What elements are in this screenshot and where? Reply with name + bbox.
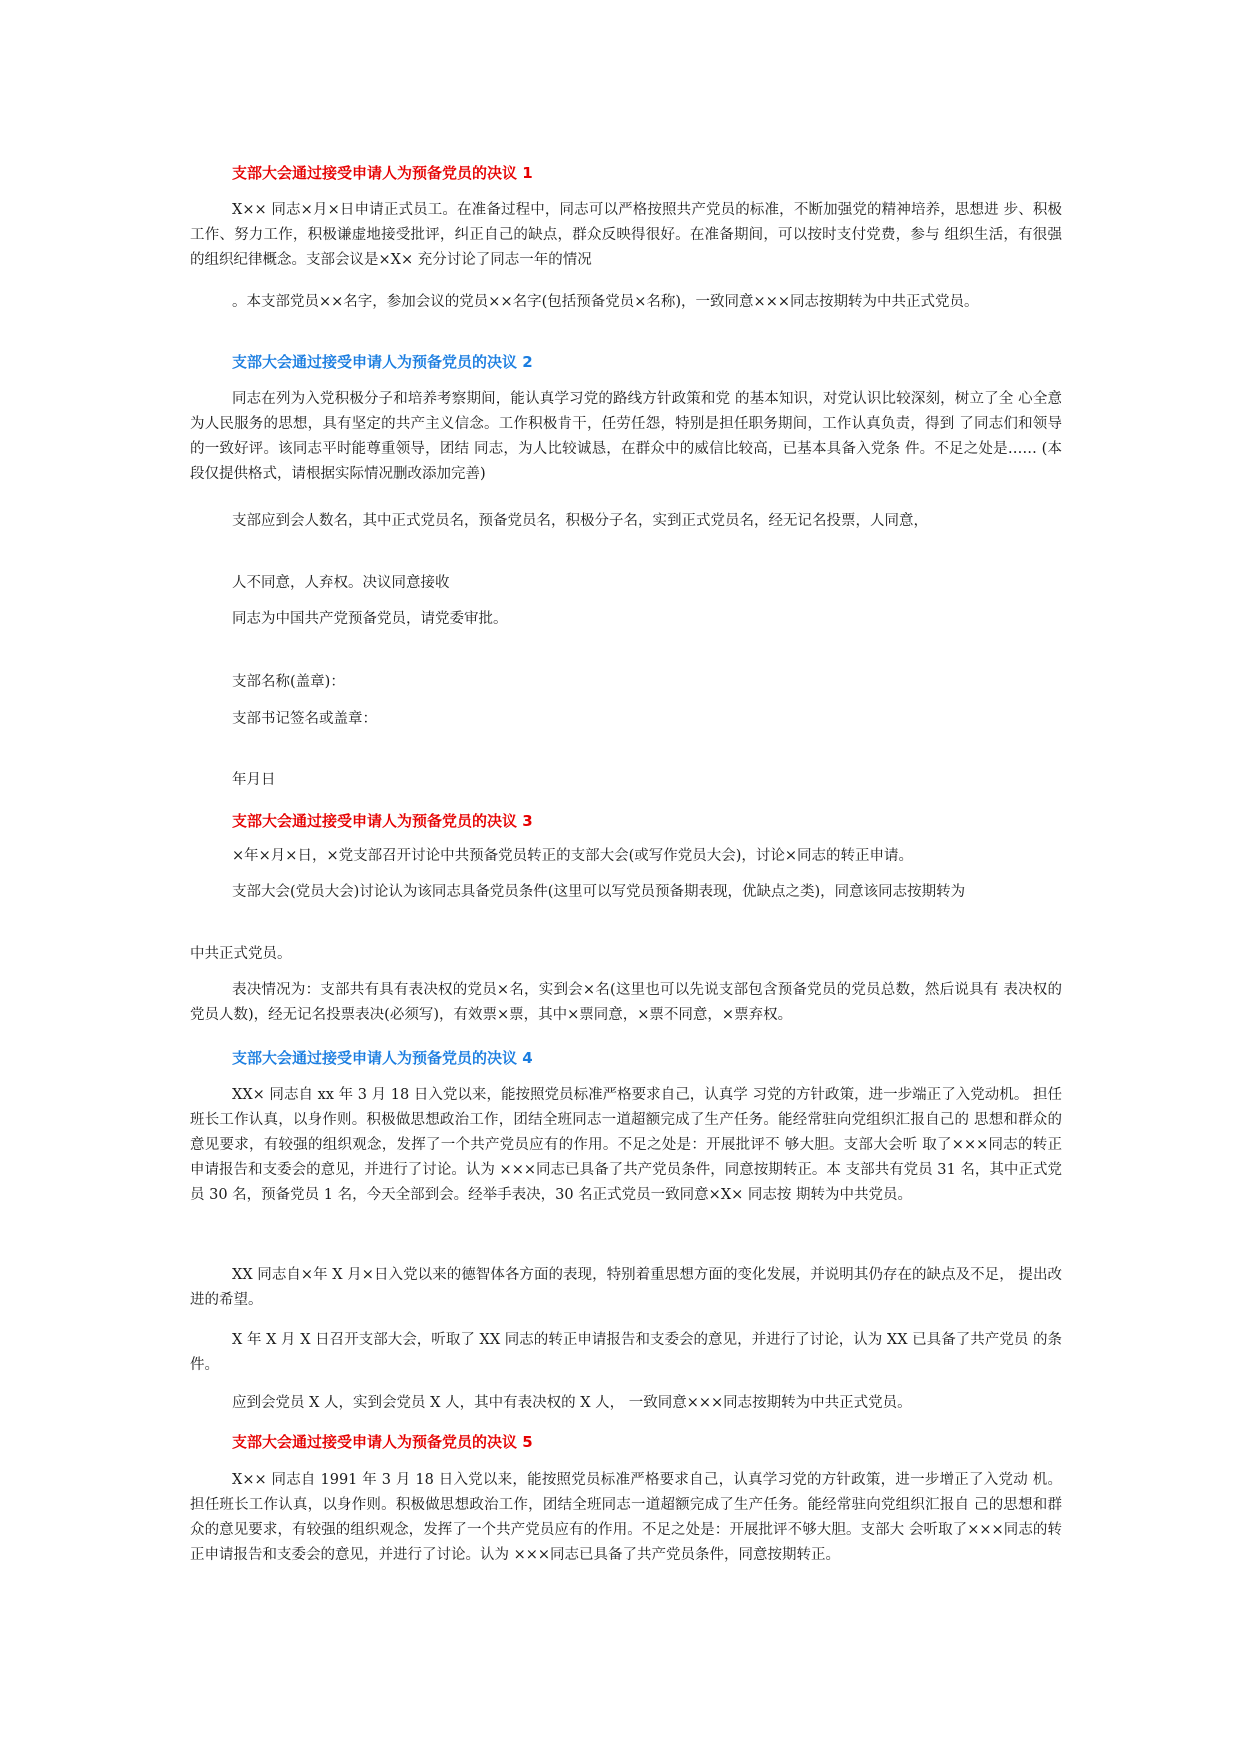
secretary-signature-label: 支部书记签名或盖章： bbox=[232, 711, 377, 727]
section-2-paragraph-2: 支部应到会人数名，其中正式党员名，预备党员名，积极分子名，实到正式党员名，经无记名投票，人同意， bbox=[232, 513, 928, 529]
branch-name-seal-label: 支部名称(盖章)： bbox=[232, 674, 345, 690]
section-1-paragraph-1: X×× 同志×月×日申请正式员工。在准备过程中，同志可以严格按照共产党员的标准，不断加强党的精神培养，思想进 步、积极工作、努力工作，积极谦虚地接受批评，纠正自己的缺点，群众反映得很好。在准备期间，可以按时支付党费，参与 组织生活，有很强的组织纪律概念。支部会议是×X× 充分讨论了同志一年的情况 bbox=[190, 202, 1062, 268]
section-3-paragraph-4: 表决情况为：支部共有具有表决权的党员×名，实到会×名(这里也可以先说支部包含预备党员的党员总数，然后说具有 表决权的党员人数)，经无记名投票表决(必须写)，有效票×票，其中×票同意，×票不同意，×票弃权。 bbox=[190, 982, 1062, 1023]
section-2-paragraph-1: 同志在列为入党积极分子和培养考察期间，能认真学习党的路线方针政策和党 的基本知识，对党认识比较深刻，树立了全 心全意为人民服务的思想，具有坚定的共产主义信念。工作积极肯干，任劳任怨，特别是担任职务期间，工作认真负责，得到 了同志们和领导的一致好评。该同志平时能尊重领导，团结 同志，为人比较诚恳，在群众中的威信比较高，已基本具备入党条 件。不足之处是…… (本段仅提供格式，请根据实际情况删改添加完善) bbox=[190, 391, 1062, 482]
section-1-paragraph-2: 。本支部党员××名字，参加会议的党员××名字(包括预备党员×名称)，一致同意×××同志按期转为中共正式党员。 bbox=[232, 294, 979, 310]
section-4-paragraph-2: XX 同志自×年 X 月×日入党以来的德智体各方面的表现，特别着重思想方面的变化发展，并说明其仍存在的缺点及不足， 提出改进的希望。 bbox=[190, 1267, 1062, 1308]
section-1-heading: 支部大会通过接受申请人为预备党员的决议 1 bbox=[232, 164, 533, 182]
date-label: 年月日 bbox=[232, 772, 276, 788]
section-3-paragraph-1: ×年×月×日，×党支部召开讨论中共预备党员转正的支部大会(或写作党员大会)，讨论×同志的转正申请。 bbox=[232, 848, 914, 864]
section-2-heading: 支部大会通过接受申请人为预备党员的决议 2 bbox=[232, 353, 533, 371]
section-4-paragraph-1: XX× 同志自 xx 年 3 月 18 日入党以来，能按照党员标准严格要求自己，认真学 习党的方针政策，进一步端正了入党动机。 担任班长工作认真，以身作则。积极做思想政治工作，团结全班同志一道超额完成了生产任务。能经常驻向党组织汇报自己的 思想和群众的意见要求，有较强的组织观念，发挥了一个共产党员应有的作用。不足之处是：开展批评不 够大胆。支部大会听 取了×××同志的转正申请报告和支委会的意见，并进行了讨论。认为 ×××同志已具备了共产党员条件，同意按期转正。本 支部共有党员 31 名，其中正式党员 30 名，预备党员 1 名，今天全部到会。经举手表决，30 名正式党员一致同意×X× 同志按 期转为中共党员。 bbox=[190, 1087, 1062, 1203]
section-4-heading: 支部大会通过接受申请人为预备党员的决议 4 bbox=[232, 1049, 533, 1067]
section-3-paragraph-3: 中共正式党员。 bbox=[190, 946, 292, 962]
section-5-heading: 支部大会通过接受申请人为预备党员的决议 5 bbox=[232, 1433, 533, 1451]
section-3-paragraph-2: 支部大会(党员大会)讨论认为该同志具备党员条件(这里可以写党员预备期表现，优缺点之类)，同意该同志按期转为 bbox=[232, 884, 966, 900]
section-4-paragraph-3: X 年 X 月 X 日召开支部大会，听取了 XX 同志的转正申请报告和支委会的意见，并进行了讨论，认为 XX 已具备了共产党员 的条件。 bbox=[190, 1332, 1062, 1373]
section-5-paragraph-1: X×× 同志自 1991 年 3 月 18 日入党以来，能按照党员标准严格要求自己，认真学习党的方针政策，进一步增正了入党动 机。担任班长工作认真，以身作则。积极做思想政治工作，团结全班同志一道超额完成了生产任务。能经常驻向党组织汇报自 己的思想和群众的意见要求，有较强的组织观念，发挥了一个共产党员应有的作用。不足之处是：开展批评不够大胆。支部大 会听取了×××同志的转正申请报告和支委会的意见，并进行了讨论。认为 ×××同志已具备了共产党员条件，同意按期转正。 bbox=[190, 1472, 1062, 1563]
section-2-paragraph-4: 同志为中国共产党预备党员，请党委审批。 bbox=[232, 611, 508, 627]
section-3-heading: 支部大会通过接受申请人为预备党员的决议 3 bbox=[232, 812, 533, 830]
section-4-paragraph-4: 应到会党员 X 人，实到会党员 X 人，其中有表决权的 X 人， 一致同意×××同志按期转为中共正式党员。 bbox=[232, 1395, 912, 1411]
section-2-paragraph-3: 人不同意，人弃权。决议同意接收 bbox=[232, 575, 450, 591]
